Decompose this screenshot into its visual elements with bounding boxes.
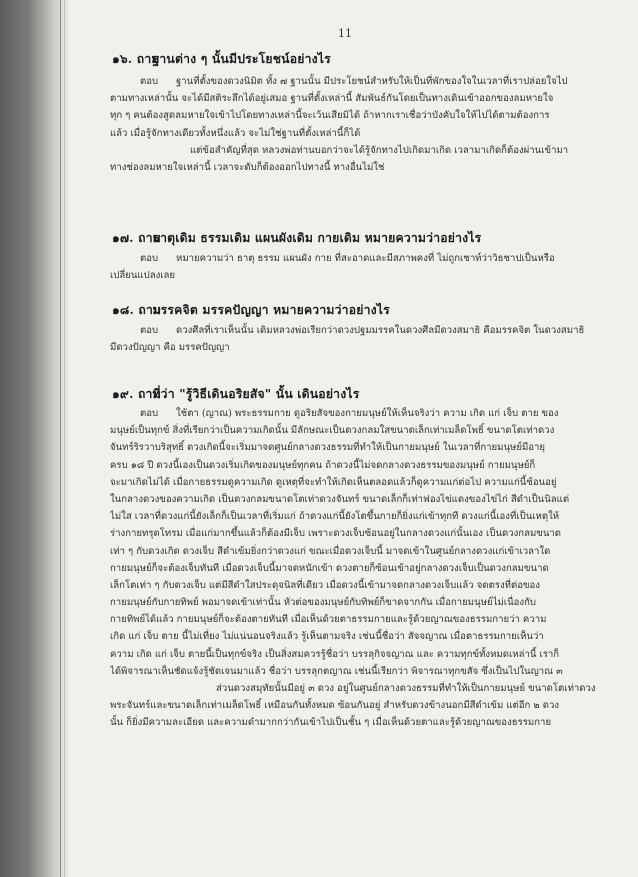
document-page [70, 0, 638, 877]
answer-line: นั้น ก็ยิ่งมีความละเอียด และความดำมากกว่ากันเข้าไปเป็นชั้น ๆ เมื่อเห็นด้วยตาและรู้ด้วยญาณของธรรมกาย [110, 717, 552, 729]
answer-16 [110, 73, 610, 176]
answer-label: ตอบ [140, 408, 159, 419]
question-19 [112, 385, 359, 404]
answer-label: ตอบ [140, 76, 159, 87]
question-text: ที่ว่า "รู้วิธีเดินอริยสัจ" นั้น เดินอย่างไร [152, 387, 360, 401]
answer-17 [110, 250, 610, 284]
answer-line: ในกลางดวงของความเกิด เป็นดวงกลมขนาดโตเท่าดวงจันทร์ ขนาดเล็กก็เท่าฟองไข่แดงของไข่ไก่ สีดำเป็นนิลแต่ [110, 493, 570, 505]
answer-line: ตอบ ใช้ตา (ญาณ) พระธรรมกาย ดูอริยสัจของกายมนุษย์ให้เห็นจริงว่า ความ เกิด แก่ เจ็บ ตาย ของ [110, 405, 610, 422]
answer-line: กายมนุษย์ก็จะต้องเจ็บทันที เมื่อดวงเจ็บนี้มาจดหนักเข้า ดวงตายก็ซ้อนเข้าอยู่กลางดวงเจ็บเป็นดวงกลมขนาด [110, 562, 549, 574]
answer-line: ไม่ใส เวลาที่ดวงแก่นี้ยังเล็กก็เป็นเวลาที่เริ่มแก่ ถ้าดวงแก่นี้ยังโตขึ้นกายก็ยิ่งแก่เข้าทุกที ดวงแก่นี้เองที่เป็นเหตุให้ [110, 511, 560, 523]
answer-line: เกิด แก่ เจ็บ ตาย นี้ไม่เที่ยง ไม่แน่นอนจริงแล้ว รู้เห็นตามจริง เช่นนี้ชื่อว่า สัจจญาณ เมื่อตาธรรมกายเห็นว่า [110, 631, 544, 643]
answer-line: ตอบ ฐานที่ตั้งของดวงนิมิต ทั้ง ๗ ฐานนั้น มีประโยชน์สำหรับให้เป็นที่พักของใจในเวลาที่เราปล่อยใจไป [110, 73, 610, 90]
answer-line: แต่ข้อสำคัญที่สุด หลวงพ่อท่านบอกว่าจะได้รู้จักทางไปเกิดมาเกิด เวลามาเกิดก็ต้องผ่านเข้ามา [190, 144, 569, 156]
binding-edge-inner [64, 0, 65, 877]
question-number: ๑๖. ถาม [112, 52, 160, 66]
question-number: ๑๘. ถาม [112, 303, 162, 317]
question-number: ๑๙. ถาม [112, 387, 161, 401]
answer-line: กายทิพย์ได้แล้ว กายมนุษย์ก็จะต้องตายทันที เมื่อเห็นด้วยตาธรรมกายและรู้ด้วยญาณของธรรมกายว่า ความ [110, 614, 547, 626]
answer-line: มีดวงปัญญา คือ มรรคปัญญา [110, 342, 230, 354]
answer-line: ความ เกิด แก่ เจ็บ ตายนี้เป็นทุกข์จริง เป็นสิ่งสมควรรู้ชื่อว่า บรรลุกิจจญาณ และ ความทุกข์ทั้งหมดเหล่านี้ เราก็ [110, 648, 560, 660]
question-17 [112, 229, 481, 248]
question-text: ฐานต่าง ๆ นั้นมีประโยชน์อย่างไร [152, 52, 331, 66]
answer-line: ทางช่องลมหายใจเหล่านี้ เวลาจะดับก็ต้องออกไปทางนี้ ทางอื่นไม่ใช่ [110, 161, 385, 173]
answer-label: ตอบ [140, 253, 159, 264]
question-number: ๑๗. ถาม [112, 231, 162, 245]
answer-line: พระจันทร์และขนาดเล็กเท่าเมล็ดโพธิ์ เหมือนกันทั้งหมด ซ้อนกันอยู่ สำหรับดวงข้างนอกมีสีดำเข้ม แต่อีก ๒ ดวง [110, 700, 560, 712]
answer-line: ตอบ หมายความว่า ธาตุ ธรรม แผนผัง กาย ที่สะอาดและมีสภาพคงที่ ไม่ถูกเชาท์ว่าวิธชาปเป็นหรือ [110, 250, 610, 267]
answer-line: ทุก ๆ คนต้องสูดลมหายใจเข้าไปโดยทางเหล่านี้จะเว้นเสียมิได้ ถ้าหากเราเชื่อว่าบังคับใจให้ไปได้ตามต้องการ [110, 110, 550, 122]
page-number: 11 [338, 27, 352, 40]
answer-18 [110, 322, 610, 356]
answer-line: ร่างกายทรุดโทรม เมื่อแก่มากขึ้นแล้วก็ต้องมีเจ็บ เพราะดวงเจ็บซ้อนอยู่ในกลางดวงแก่นั้นเอง เป็นดวงกลมขนาด [110, 528, 562, 540]
answer-line: ครบ ๑๘ ปี ดวงนี้เองเป็นดวงเริ่มเกิดของมนุษย์ทุกคน ถ้าดวงนี้ไม่จดกลางดวงธรรมของมนุษย์ กายมนุษย์ก็ [110, 459, 536, 471]
question-text: ธาตุเดิม ธรรมเดิม แผนผังเดิม กายเดิม หมายความว่าอย่างไร [152, 231, 482, 245]
answer-line: เปลี่ยนแปลงเลย [110, 270, 176, 282]
answer-line: ได้พิจารณาเห็นชัดแจ้งรู้ชัดเจนมาแล้ว ชื่อว่า บรรลุกตญาณ เช่นนี้เรียกว่า พิจารณาทุกขสัจ ซึ่งเป็นไปในญาณ ๓ [110, 665, 563, 677]
answer-line: แล้ว เมื่อรู้จักทางเดียวทั้งหนึ่งแล้ว จะไม่ใช่ฐานที่ตั้งเหล่านี้ก็ได้ [110, 127, 361, 139]
answer-line: กายมนุษย์กับกายทิพย์ พอมาจดเข้าเท่านั้น หัวต่อของมนุษย์กับทิพย์ก็ขาดจากกัน เมื่อกายมนุษย์ไม่เนื่องกับ [110, 597, 536, 609]
answer-label: ตอบ [140, 325, 159, 336]
answer-line: มนุษย์เป็นทุกข์ สิ่งที่เรียกว่าเป็นความเกิดนั้น มีลักษณะเป็นดวงกลมใสขนาดเล็กเท่าเมล็ดโพธิ์ ขนาดโตเท่าดวง [110, 425, 555, 437]
answer-line: ตามทางเหล่านั้น จะได้มีสติระลึกได้อยู่เสมอ ฐานที่ตั้งเหล่านี้ สัมพันธ์กันโดยเป็นทางเดินเข้าออกของลมหายใจ [110, 93, 554, 105]
answer-line: ส่วนดวงสมุทัยนั้นมีอยู่ ๓ ดวง อยู่ในศูนย์กลางดวงธรรมที่ทำให้เป็นกายมนุษย์ ขนาดโตเท่าดวง [216, 683, 596, 694]
answer-19 [110, 405, 610, 732]
answer-line: จะมาเกิดไม่ได้ เมื่อกายธรรมดูความเกิด ดูเหตุที่จะทำให้เกิดเห็นตลอดแล้วก็ดูความแก่ต่อไป ความแก่นี้ซ้อนอยู่ [110, 476, 557, 488]
question-18 [112, 301, 390, 320]
answer-line: จันทร์ริรวาบริสุทธิ์ ดวงเกิดนี้จะเริ่มมาจดศูนย์กลางดวงธรรมที่ทำให้เป็นกายมนุษย์ ในเวลาที่กายมนุษย์มีอายุ [110, 442, 546, 454]
question-16 [112, 50, 331, 69]
question-text: มรรคจิต มรรคปัญญา หมายความว่าอย่างไร [152, 303, 390, 317]
answer-line: ตอบ ดวงศีลที่เราเห็นนั้น เดิมหลวงพ่อเรียกว่าดวงปฐมมรรคในดวงศีลมีดวงสมาธิ คือมรรคจิต ในดวงสมาธิ [110, 322, 610, 339]
answer-line: เล็กโตเท่า ๆ กับดวงเจ็บ แต่มีสีดำใสประดุจนิลที่เดียว เมื่อดวงนี้เข้ามาจดกลางดวงเจ็บแล้ว จดตรงที่ต่อของ [110, 579, 540, 591]
binding-edge [60, 0, 61, 877]
book-binding [0, 0, 70, 877]
answer-line: เท่า ๆ กับดวงเกิด ดวงเจ็บ สีดำเข้มยิ่งกว่าดวงแก่ ขณะเมื่อดวงเจ็บนี้ มาจดเข้าในศูนย์กลางดวงแก่เข้าเวลาใด [110, 545, 551, 557]
